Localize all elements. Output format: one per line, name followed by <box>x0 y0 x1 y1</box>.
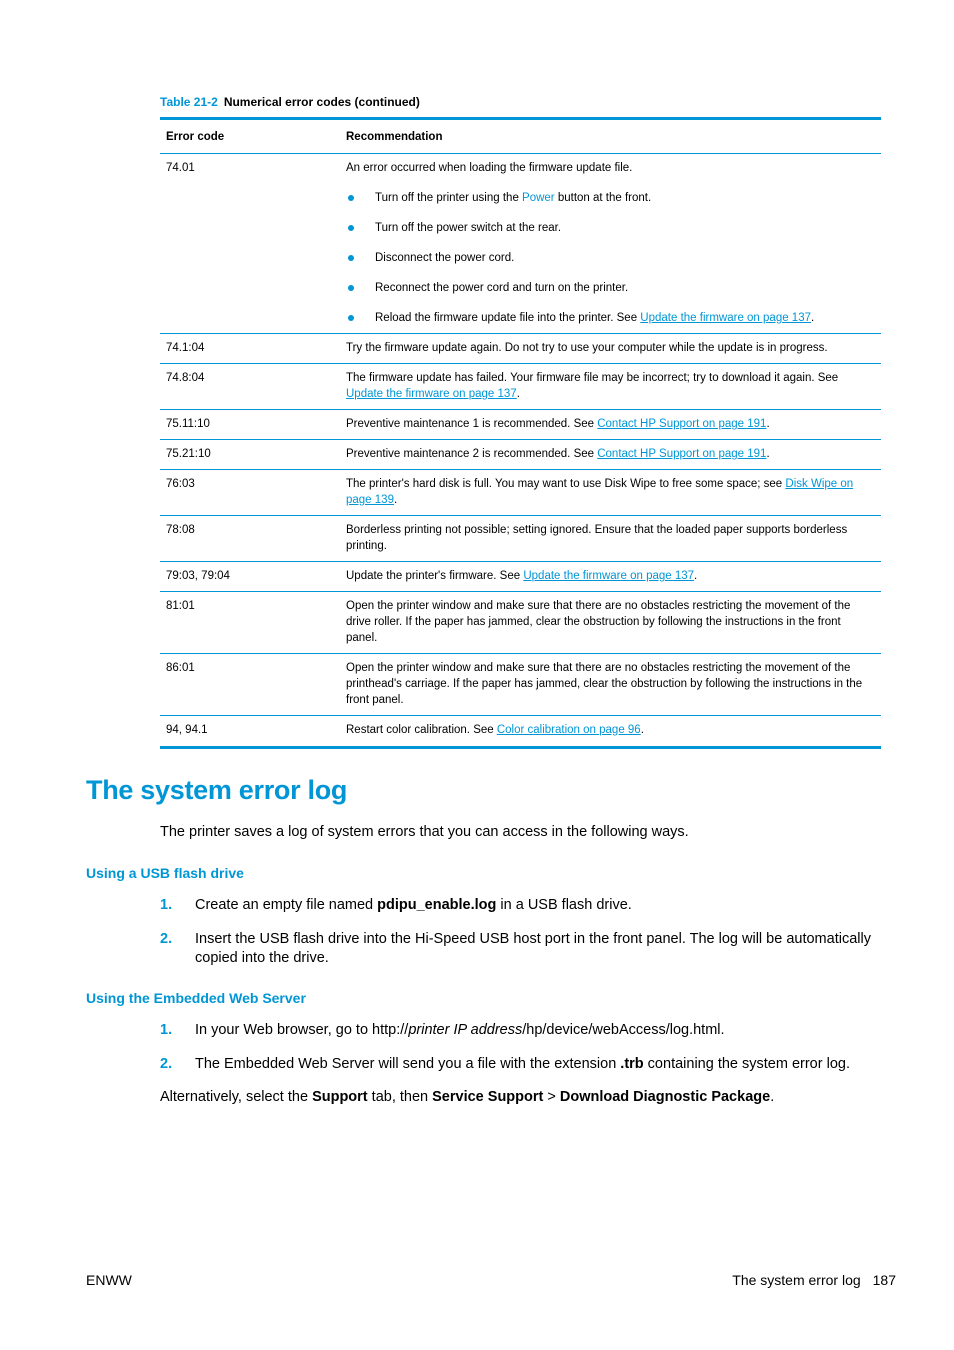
contact-hp-support-link[interactable]: Contact HP Support on page 191 <box>597 448 767 460</box>
update-firmware-link[interactable]: Update the firmware on page 137 <box>346 388 517 400</box>
error-code-cell: 86:01 <box>160 654 340 716</box>
recommendation-cell <box>340 154 881 334</box>
table-row <box>160 470 881 516</box>
text: The Embedded Web Server will send you a file with the extension <box>195 1056 621 1072</box>
table-row <box>160 334 881 364</box>
list-item <box>346 250 875 266</box>
recommendation-cell: Borderless printing not possible; setting ignored. Ensure that the loaded paper supports borderless printing. <box>340 516 881 562</box>
usb-heading: Using a USB flash drive <box>86 865 244 881</box>
table-row <box>160 410 881 440</box>
bullet-icon <box>348 195 354 201</box>
text: . <box>770 1089 775 1105</box>
text: The firmware update has failed. Your firmware file may be incorrect; try to download it again. See <box>346 372 839 384</box>
footer-section-title: The system error log <box>732 1272 861 1288</box>
text: containing the system error log. <box>643 1056 850 1072</box>
recommendation-cell: Open the printer window and make sure that there are no obstacles restricting the movement of the printhead's carriage. If the paper has jammed, clear the obstruction by following the instructions in the front panel. <box>340 654 881 716</box>
table-row <box>160 516 881 562</box>
text: In your Web browser, go to http:// <box>195 1022 409 1038</box>
error-code-cell: 79:03, 79:04 <box>160 562 340 592</box>
list-item <box>346 310 875 326</box>
bullet-list <box>346 190 875 326</box>
text: . <box>694 570 698 582</box>
text: . <box>766 418 770 430</box>
ip-placeholder: printer IP address <box>408 1022 523 1038</box>
list-item <box>346 280 875 296</box>
recommendation-cell <box>340 562 881 592</box>
text: . <box>516 388 520 400</box>
file-extension: .trb <box>620 1056 644 1072</box>
filename: pdipu_enable.log <box>377 897 497 913</box>
error-code-cell: 74.1:04 <box>160 334 340 364</box>
error-code-cell: 76:03 <box>160 470 340 516</box>
text: Restart color calibration. See <box>346 724 497 736</box>
text: Reload the firmware update file into the printer. See <box>375 312 641 324</box>
text: . <box>766 448 770 460</box>
text: Update the printer's firmware. See <box>346 570 524 582</box>
error-code-cell: 74.8:04 <box>160 364 340 410</box>
ews-heading: Using the Embedded Web Server <box>86 990 306 1006</box>
text: Preventive maintenance 1 is recommended. See <box>346 418 598 430</box>
text: . <box>393 494 398 506</box>
table-row <box>160 592 881 654</box>
table-number: Table 21-2 <box>160 95 218 109</box>
bullet-icon <box>348 315 354 321</box>
text: Turn off the power switch at the rear. <box>375 222 562 234</box>
error-code-cell: 74.01 <box>160 154 340 334</box>
error-code-cell: 81:01 <box>160 592 340 654</box>
text: > <box>543 1089 560 1105</box>
text: . <box>811 312 815 324</box>
error-code-cell: 75.11:10 <box>160 410 340 440</box>
bullet-icon <box>348 255 354 261</box>
text: Create an empty file named <box>195 897 378 913</box>
step-number: 2. <box>160 1056 173 1072</box>
text: tab, then <box>367 1089 433 1105</box>
error-code-cell: 78:08 <box>160 516 340 562</box>
alternative-instructions <box>160 1089 774 1105</box>
list-item <box>346 190 875 206</box>
table-row <box>160 562 881 592</box>
text: . <box>640 724 644 736</box>
table-header-row <box>160 119 881 154</box>
table-row <box>160 716 881 748</box>
step-number: 1. <box>160 897 173 913</box>
footer-left: ENWW <box>86 1272 132 1288</box>
recommendation-cell <box>340 470 881 516</box>
usb-step-2 <box>160 930 880 968</box>
download-diagnostic-label: Download Diagnostic Package <box>559 1089 771 1105</box>
text: Turn off the printer using the <box>375 192 523 204</box>
text: button at the front. <box>554 192 652 204</box>
table-row <box>160 440 881 470</box>
text: Alternatively, select the <box>160 1089 313 1105</box>
table-caption <box>160 95 420 109</box>
table-row <box>160 364 881 410</box>
update-firmware-link[interactable]: Update the firmware on page 137 <box>640 312 811 324</box>
support-tab-label: Support <box>312 1089 368 1105</box>
recommendation-cell: Open the printer window and make sure that there are no obstacles restricting the movement of the drive roller. If the paper has jammed, clear the obstruction by following the instructions in the front panel. <box>340 592 881 654</box>
text: Reconnect the power cord and turn on the printer. <box>375 282 629 294</box>
text: in a USB flash drive. <box>496 897 632 913</box>
disk-wipe-link[interactable]: Disk Wipe on page 139 <box>346 478 854 506</box>
error-code-cell: 94, 94.1 <box>160 716 340 748</box>
ews-step-2 <box>160 1055 880 1074</box>
usb-step-1 <box>160 896 880 915</box>
table-row <box>160 654 881 716</box>
bullet-icon <box>348 285 354 291</box>
contact-hp-support-link[interactable]: Contact HP Support on page 191 <box>597 418 767 430</box>
power-button-label: Power <box>522 192 555 204</box>
service-support-label: Service Support <box>432 1089 544 1105</box>
table-row <box>160 154 881 334</box>
recommendation-cell <box>340 716 881 748</box>
ews-step-1 <box>160 1021 880 1040</box>
page-number: 187 <box>872 1272 896 1288</box>
color-calibration-link[interactable]: Color calibration on page 96 <box>496 724 641 736</box>
recommendation-cell: Try the firmware update again. Do not try to use your computer while the update is in progress. <box>340 334 881 364</box>
text: /hp/device/webAccess/log.html. <box>522 1022 725 1038</box>
table-title: Numerical error codes (continued) <box>223 95 420 109</box>
recommendation-cell <box>340 440 881 470</box>
list-item <box>346 220 875 236</box>
recommendation-cell <box>340 364 881 410</box>
step-number: 1. <box>160 1022 173 1038</box>
step-number: 2. <box>160 931 173 947</box>
footer-right <box>732 1272 896 1288</box>
error-code-cell: 75.21:10 <box>160 440 340 470</box>
bullet-icon <box>348 225 354 231</box>
text: Disconnect the power cord. <box>375 252 515 264</box>
error-codes-table <box>160 117 881 749</box>
text: The printer's hard disk is full. You may want to use Disk Wipe to free some space; see <box>346 478 786 490</box>
column-header-recommendation: Recommendation <box>340 119 881 154</box>
column-header-error-code: Error code <box>160 119 340 154</box>
section-intro: The printer saves a log of system errors that you can access in the following ways. <box>160 824 689 840</box>
update-firmware-link[interactable]: Update the firmware on page 137 <box>523 570 695 582</box>
step-text: Insert the USB flash drive into the Hi-Speed USB host port in the front panel. The log will be automatically copied into the drive. <box>195 931 871 966</box>
recommendation-cell <box>340 410 881 440</box>
text: Preventive maintenance 2 is recommended. See <box>346 448 598 460</box>
section-title: The system error log <box>86 775 348 805</box>
recommendation-intro: An error occurred when loading the firmware update file. <box>346 162 633 174</box>
